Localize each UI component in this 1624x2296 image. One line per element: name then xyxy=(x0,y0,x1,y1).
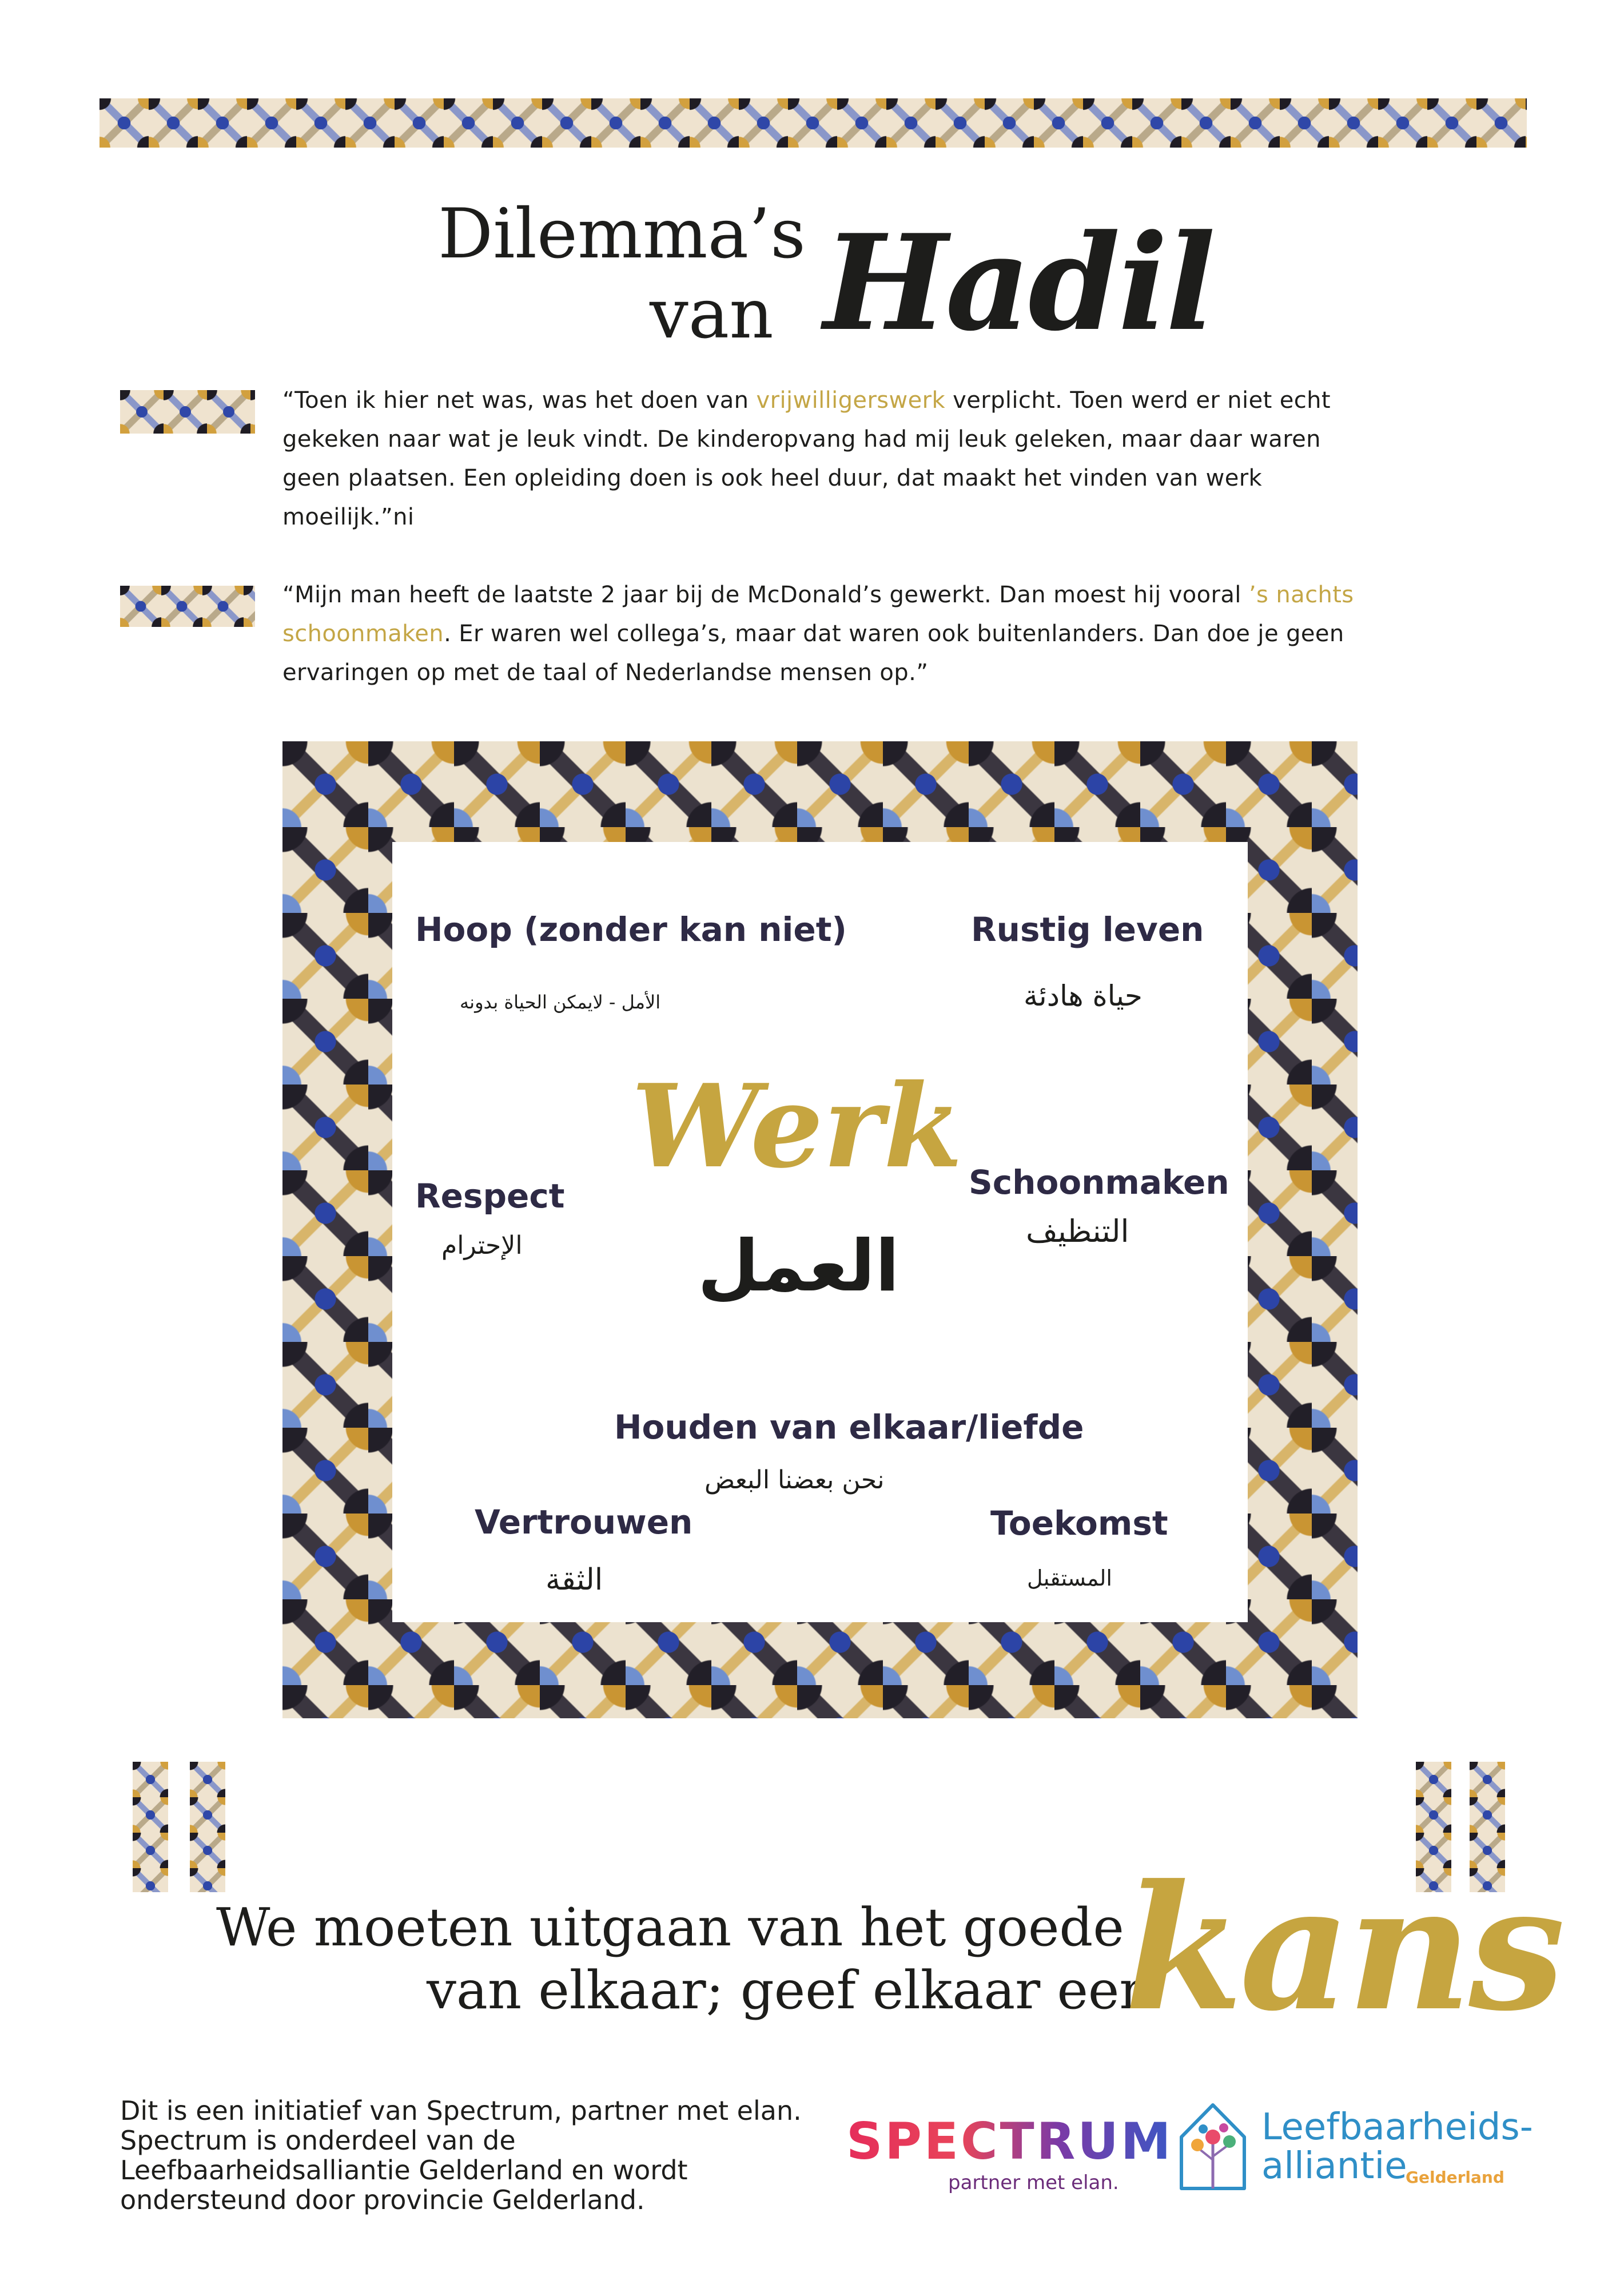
word-houden-nl: Houden van elkaar/liefde xyxy=(614,1408,1084,1447)
open-quote-mosaic-left xyxy=(133,1762,168,1892)
title-line-1: Dilemma’s xyxy=(438,194,806,274)
quote-2 xyxy=(282,575,1369,692)
center-word-nl: Werk xyxy=(631,1059,963,1194)
spectrum-logo-tagline: partner met elan. xyxy=(948,2171,1119,2194)
word-schoonmaken-nl: Schoonmaken xyxy=(969,1163,1229,1202)
quote-2-text-before: “Mijn man heeft de laatste 2 jaar bij de McDonald’s gewerkt. Dan moest hij vooral xyxy=(282,582,1249,608)
word-vertrouwen-nl: Vertrouwen xyxy=(475,1503,693,1542)
alliance-logo-region: Gelderland xyxy=(1406,2168,1504,2187)
footer-text: Dit is een initiatief van Spectrum, partner met elan. Spectrum is onderdeel van de Leefbaarheidsalliantie Gelderland en wordt ondersteund door provincie Gelderland. xyxy=(120,2095,802,2215)
alliance-logo-line-2: alliantie xyxy=(1261,2145,1407,2187)
slogan-emphasis: kans xyxy=(1124,1847,1562,2049)
word-panel xyxy=(392,842,1248,1622)
quote-1-text-after: verplicht. Toen werd er niet echt gekeken naar wat je leuk vindt. De kinderopvang had mij leuk geleken, maar daar waren geen plaatsen. Een opleiding doen is ook heel duur, dat maakt het vinden van werk moeilijk.”ni xyxy=(282,387,1331,530)
quote-2-text-after: . Er waren wel collega’s, maar dat waren ook buitenlanders. Dan doe je geen ervaringen op met de taal of Nederlandse mensen op.” xyxy=(282,621,1344,686)
top-mosaic-border xyxy=(99,98,1527,148)
alliance-logo-line-1: Leefbaarheids- xyxy=(1261,2106,1533,2148)
open-quote-mosaic-right xyxy=(190,1762,225,1892)
word-houden-ar: نحن بعضنا البعض xyxy=(704,1465,885,1495)
word-rustig-nl: Rustig leven xyxy=(971,910,1204,949)
alliance-logo xyxy=(1176,2097,1533,2200)
tree-house-icon xyxy=(1176,2097,1250,2194)
title-name: Hadil xyxy=(823,206,1213,360)
spectrum-logo xyxy=(846,2112,1173,2196)
word-rustig-ar: حياة هادئة xyxy=(1024,979,1143,1012)
quote-1-text-before: “Toen ik hier net was, was het doen van xyxy=(282,387,757,414)
quote-1-mosaic-icon xyxy=(120,390,255,434)
quote-1-highlight: vrijwilligerswerk xyxy=(756,387,946,414)
center-word-ar: العمل xyxy=(698,1225,899,1308)
quote-2-highlight: ’s nachts schoonmaken xyxy=(282,582,1354,647)
word-toekomst-ar: المستقبل xyxy=(1027,1566,1112,1591)
word-hoop-nl: Hoop (zonder kan niet) xyxy=(415,910,847,949)
spectrum-logo-name: SPECTRUM xyxy=(846,2112,1173,2171)
word-respect-ar: الإحترام xyxy=(441,1231,523,1260)
quote-2-mosaic-icon xyxy=(120,586,255,627)
word-respect-nl: Respect xyxy=(415,1177,565,1215)
quote-1 xyxy=(282,381,1369,537)
word-vertrouwen-ar: الثقة xyxy=(546,1563,603,1597)
slogan-line-1: We moeten uitgaan van het goede xyxy=(216,1897,1124,1958)
slogan-line-2: van elkaar; geef elkaar een xyxy=(427,1960,1153,2021)
word-schoonmaken-ar: التنظيف xyxy=(1026,1213,1129,1249)
word-toekomst-nl: Toekomst xyxy=(990,1504,1168,1543)
title-line-2: van xyxy=(650,275,774,354)
word-hoop-ar: الأمل - لايمكن الحياة بدونه xyxy=(460,991,661,1013)
